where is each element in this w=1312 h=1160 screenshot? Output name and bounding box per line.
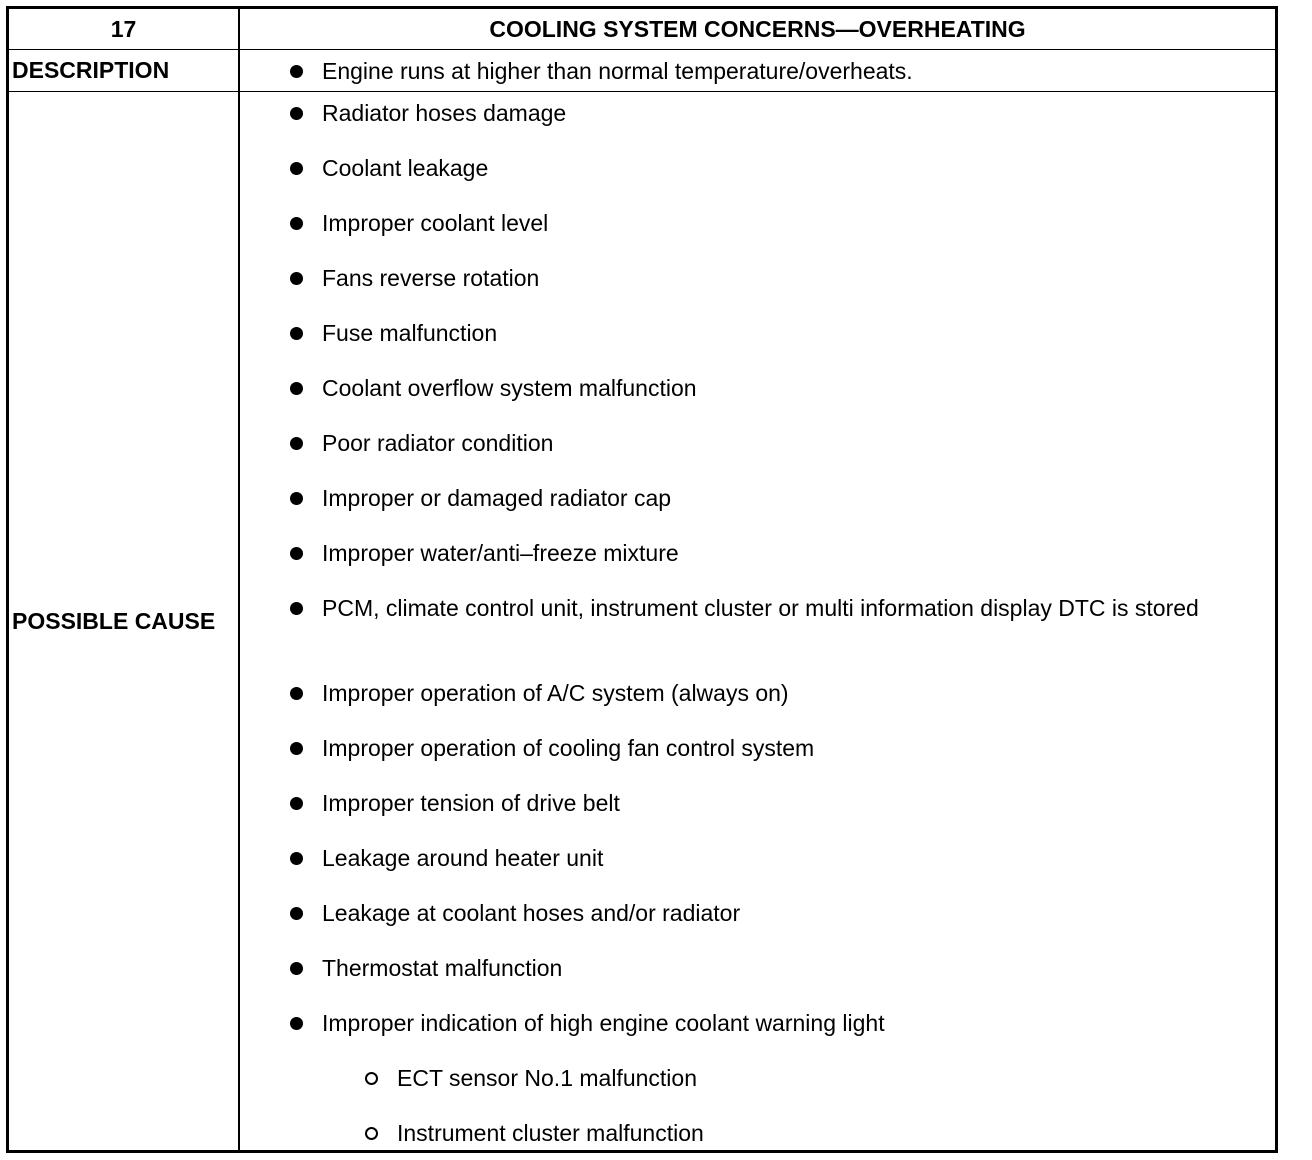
description-item [240, 56, 1275, 86]
bullet-icon [290, 437, 303, 450]
bullet-icon [290, 687, 303, 700]
bullet-icon [290, 382, 303, 395]
description-text: Engine runs at higher than normal temperature/overheats. [322, 57, 913, 84]
cause-text: Improper operation of cooling fan control system [322, 735, 815, 761]
bullet-icon [290, 327, 303, 340]
bullet-icon [290, 602, 303, 615]
bullet-icon [290, 492, 303, 505]
bullet-icon [290, 797, 303, 810]
hollow-bullet-icon [365, 1127, 378, 1140]
troubleshooting-table [6, 6, 1278, 1153]
bullet-icon [290, 272, 303, 285]
cause-text: Coolant overflow system malfunction [322, 375, 697, 401]
bullet-icon [290, 65, 303, 78]
cause-text: Leakage around heater unit [322, 845, 604, 871]
cause-text: Coolant leakage [322, 155, 489, 181]
cause-text: PCM, climate control unit, instrument cluster or multi information display DTC is stored [322, 595, 1199, 621]
cause-text: Poor radiator condition [322, 430, 554, 456]
description-cell [240, 50, 1275, 91]
cause-text: Improper indication of high engine coolant warning light [322, 1010, 885, 1036]
hollow-bullet-icon [365, 1072, 378, 1085]
bullet-icon [290, 962, 303, 975]
cause-text: Radiator hoses damage [322, 100, 567, 126]
bullet-icon [290, 742, 303, 755]
cause-text: Improper operation of A/C system (always on) [322, 680, 789, 706]
possible-cause-label: POSSIBLE CAUSE [12, 607, 216, 634]
bullet-icon [290, 547, 303, 560]
bullet-icon [290, 907, 303, 920]
cause-text: Leakage at coolant hoses and/or radiator [322, 900, 741, 926]
cause-sub-text: ECT sensor No.1 malfunction [397, 1065, 697, 1091]
cause-text: Fuse malfunction [322, 320, 498, 346]
concern-number: 17 [110, 15, 137, 42]
cause-text: Fans reverse rotation [322, 265, 540, 291]
bullet-icon [290, 852, 303, 865]
cause-text: Thermostat malfunction [322, 955, 563, 981]
cause-text: Improper tension of drive belt [322, 790, 620, 816]
cause-text: Improper coolant level [322, 210, 549, 236]
bullet-icon [290, 1017, 303, 1030]
cause-text: Improper water/anti–freeze mixture [322, 540, 679, 566]
bullet-icon [290, 217, 303, 230]
possible-cause-list [240, 92, 1275, 1150]
concern-title: COOLING SYSTEM CONCERNS—OVERHEATING [489, 15, 1026, 42]
description-label: DESCRIPTION [12, 57, 170, 83]
bullet-icon [290, 162, 303, 175]
bullet-icon [290, 107, 303, 120]
cause-sub-text: Instrument cluster malfunction [397, 1120, 704, 1146]
cause-text: Improper or damaged radiator cap [322, 485, 672, 511]
